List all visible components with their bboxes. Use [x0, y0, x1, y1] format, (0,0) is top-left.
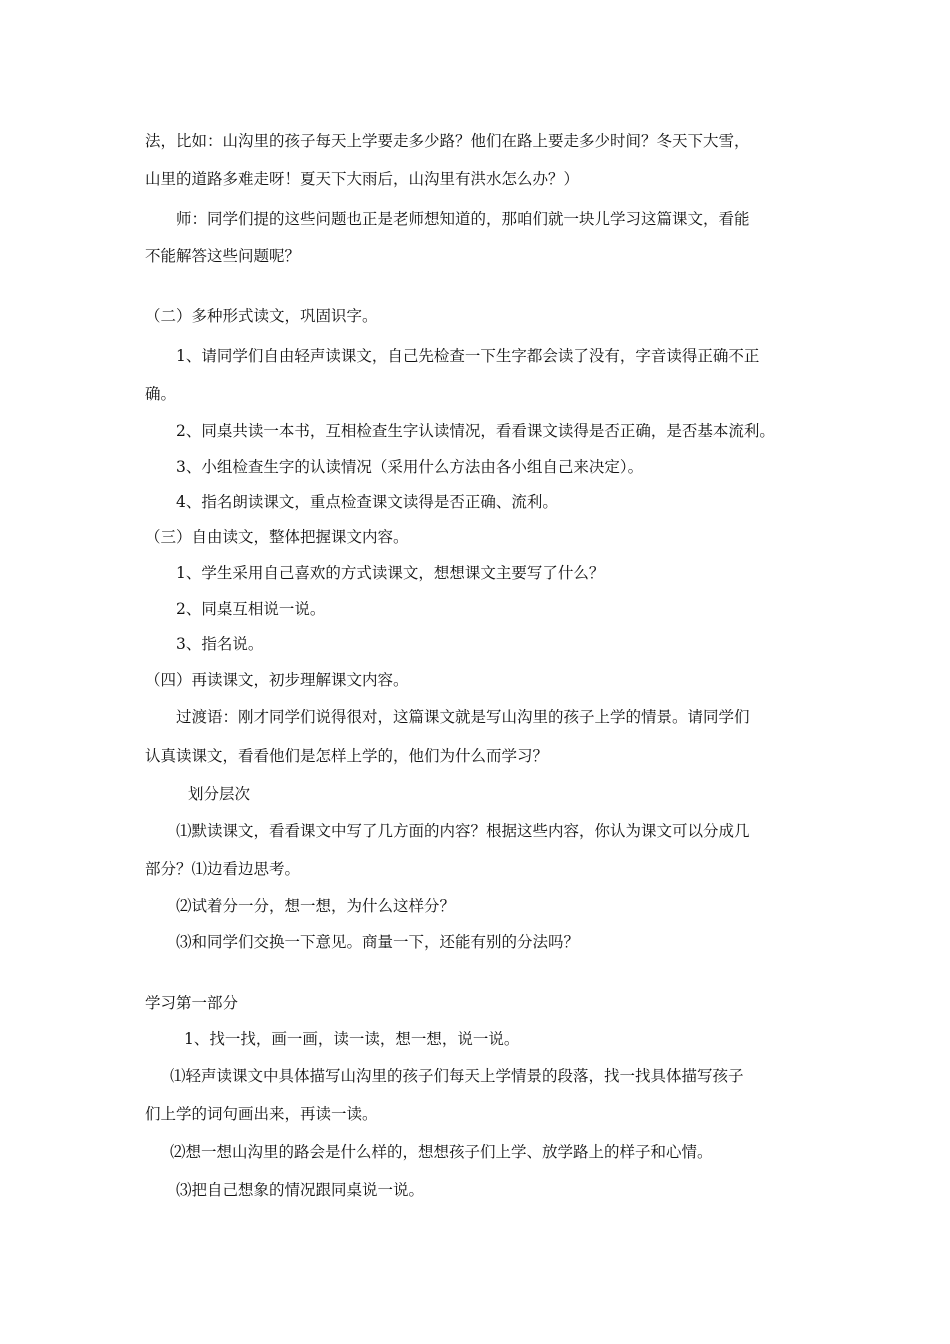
text-line: 3、小组检查生字的认读情况（采用什么方法由各小组自己来决定）。	[176, 458, 644, 476]
text-line: ⑶把自己想象的情况跟同桌说一说。	[176, 1181, 425, 1199]
text-line: 1、学生采用自己喜欢的方式读课文，想想课文主要写了什么？	[176, 564, 605, 582]
text-line: 3、指名说。	[176, 635, 264, 653]
text-line: 过渡语：刚才同学们说得很对，这篇课文就是写山沟里的孩子上学的情景。请同学们	[176, 708, 750, 726]
text-line: ⑴默读课文，看看课文中写了几方面的内容？根据这些内容，你认为课文可以分成几	[176, 822, 750, 840]
text-line: 1、请同学们自由轻声读课文，自己先检查一下生字都会读了没有，字音读得正确不正	[176, 347, 760, 365]
section-heading: （三）自由读文，整体把握课文内容。	[145, 528, 409, 546]
text-line: 确。	[145, 385, 177, 403]
text-line: 部分？⑴边看边思考。	[145, 860, 301, 878]
subheading: 学习第一部分	[145, 994, 239, 1012]
text-line: 不能解答这些问题呢？	[145, 247, 301, 265]
section-heading: （二）多种形式读文，巩固识字。	[145, 307, 378, 325]
text-line: 2、同桌共读一本书，互相检查生字认读情况，看看课文读得是否正确，是否基本流利。	[176, 422, 775, 440]
text-line: ⑵想一想山沟里的路会是什么样的，想想孩子们上学、放学路上的样子和心情。	[170, 1143, 713, 1161]
text-line: ⑶和同学们交换一下意见。商量一下，还能有别的分法吗？	[176, 933, 580, 951]
text-line: 1、找一找，画一画，读一读，想一想，说一说。	[184, 1030, 520, 1048]
section-heading: （四）再读课文，初步理解课文内容。	[145, 671, 409, 689]
text-line: 2、同桌互相说一说。	[176, 600, 326, 618]
text-line: 认真读课文，看看他们是怎样上学的，他们为什么而学习？	[145, 747, 549, 765]
text-line: ⑵试着分一分，想一想，为什么这样分？	[176, 897, 456, 915]
text-line: 4、指名朗读课文，重点检查课文读得是否正确、流利。	[176, 493, 558, 511]
text-line: 法，比如：山沟里的孩子每天上学要走多少路？他们在路上要走多少时间？冬天下大雪，	[145, 132, 750, 150]
text-line: 山里的道路多难走呀！夏天下大雨后，山沟里有洪水怎么办？）	[145, 170, 580, 188]
subheading: 划分层次	[188, 785, 251, 803]
text-line: ⑴轻声读课文中具体描写山沟里的孩子们每天上学情景的段落，找一找具体描写孩子	[170, 1067, 744, 1085]
text-line: 们上学的词句画出来，再读一读。	[145, 1105, 378, 1123]
text-line: 师：同学们提的这些问题也正是老师想知道的，那咱们就一块儿学习这篇课文，看能	[176, 210, 750, 228]
